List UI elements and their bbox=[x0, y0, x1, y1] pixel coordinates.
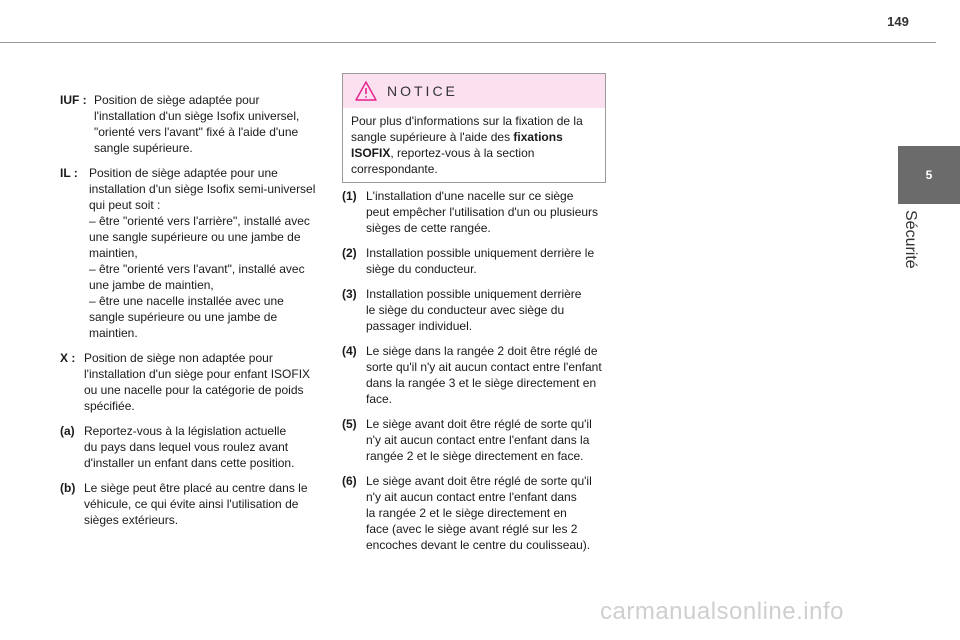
chapter-tab[interactable]: 5 bbox=[898, 146, 960, 204]
entry-iuf bbox=[60, 92, 325, 156]
line: la rangée 2 et le siège directement en bbox=[366, 506, 567, 520]
entry-desc bbox=[366, 245, 607, 277]
entry-desc bbox=[84, 423, 325, 471]
notice-box bbox=[342, 73, 606, 183]
line: siège du conducteur. bbox=[366, 262, 477, 276]
line: passager individuel. bbox=[366, 319, 473, 333]
entry-desc bbox=[84, 350, 325, 414]
notice-text-end: , reportez-vous à la section correspondante. bbox=[351, 146, 535, 176]
line: encoches devant le centre du coulisseau). bbox=[366, 538, 591, 552]
entry-desc bbox=[366, 343, 607, 407]
entry-key: (1) bbox=[342, 189, 357, 203]
entry-key: (2) bbox=[342, 246, 357, 260]
line: n'y ait aucun contact entre l'enfant dans la bbox=[366, 433, 590, 447]
chapter-title: Sécurité bbox=[902, 210, 919, 269]
line: Installation possible uniquement derrière bbox=[366, 287, 582, 301]
line: maintien, bbox=[89, 246, 138, 260]
entry-key: (3) bbox=[342, 287, 357, 301]
entry-il bbox=[60, 165, 325, 341]
warning-triangle-icon bbox=[355, 81, 377, 101]
entry-desc bbox=[94, 92, 325, 156]
line: sangle supérieure. bbox=[94, 141, 193, 155]
line: n'y ait aucun contact entre l'enfant dans bbox=[366, 490, 577, 504]
entry-1 bbox=[342, 188, 607, 236]
entry-x bbox=[60, 350, 325, 414]
entry-5 bbox=[342, 416, 607, 464]
entry-4 bbox=[342, 343, 607, 407]
line: spécifiée. bbox=[84, 399, 135, 413]
line: Le siège peut être placé au centre dans le bbox=[84, 481, 308, 495]
line: ou une nacelle pour la catégorie de poids bbox=[84, 383, 304, 397]
entry-2 bbox=[342, 245, 607, 277]
line: "orienté vers l'avant" fixé à l'aide d'une bbox=[94, 125, 299, 139]
entry-key: (4) bbox=[342, 344, 357, 358]
entry-a bbox=[60, 423, 325, 471]
line: – être une nacelle installée avec une bbox=[89, 294, 284, 308]
entry-key: IUF : bbox=[60, 93, 87, 107]
notice-title: NOTICE bbox=[387, 83, 458, 99]
line: l'installation d'un siège Isofix universel, bbox=[94, 109, 300, 123]
line: Position de siège adaptée pour bbox=[94, 93, 260, 107]
line: Le siège dans la rangée 2 doit être réglé de bbox=[366, 344, 598, 358]
entry-key: (5) bbox=[342, 417, 357, 431]
line: l'installation d'un siège pour enfant ISOFIX bbox=[84, 367, 311, 381]
line: sièges extérieurs. bbox=[84, 513, 179, 527]
line: Le siège avant doit être réglé de sorte qu'il bbox=[366, 474, 592, 488]
entry-key: X : bbox=[60, 351, 76, 365]
entry-key: (a) bbox=[60, 424, 75, 438]
line: Reportez-vous à la législation actuelle bbox=[84, 424, 287, 438]
line: d'installer un enfant dans cette position. bbox=[84, 456, 295, 470]
line: Position de siège non adaptée pour bbox=[84, 351, 273, 365]
line: le siège du conducteur avec siège du bbox=[366, 303, 565, 317]
entry-desc bbox=[366, 286, 607, 334]
entry-key: (6) bbox=[342, 474, 357, 488]
notice-text: Pour plus d'informations sur la fixation de la sangle supérieure à l'aide des bbox=[351, 114, 583, 144]
line: face. bbox=[366, 392, 393, 406]
notice-bold: fixations ISOFIX bbox=[351, 130, 563, 160]
entry-desc bbox=[366, 416, 607, 464]
line: – être "orienté vers l'arrière", installé avec bbox=[89, 214, 310, 228]
header-divider bbox=[0, 42, 936, 43]
line: face (avec le siège avant réglé sur les 2 bbox=[366, 522, 578, 536]
line: Le siège avant doit être réglé de sorte qu'il bbox=[366, 417, 592, 431]
line: L'installation d'une nacelle sur ce siège bbox=[366, 189, 574, 203]
notice-header bbox=[343, 74, 605, 108]
entry-3 bbox=[342, 286, 607, 334]
line: maintien. bbox=[89, 326, 138, 340]
entry-6 bbox=[342, 473, 607, 553]
line: Position de siège adaptée pour une bbox=[89, 166, 278, 180]
line: une jambe de maintien, bbox=[89, 278, 214, 292]
entry-desc bbox=[89, 165, 325, 341]
left-column bbox=[60, 92, 325, 537]
line: une sangle supérieure ou une jambe de bbox=[89, 230, 301, 244]
notice-body bbox=[343, 108, 605, 177]
line: rangée 2 et le siège directement en face. bbox=[366, 449, 584, 463]
entry-key: IL : bbox=[60, 166, 78, 180]
line: installation d'un siège Isofix semi-universel bbox=[89, 182, 316, 196]
entry-b bbox=[60, 480, 325, 528]
line: sièges de cette rangée. bbox=[366, 221, 491, 235]
page-number: 149 bbox=[887, 14, 909, 29]
watermark: carmanualsonline.info bbox=[600, 598, 844, 625]
entry-desc bbox=[366, 188, 607, 236]
line: – être "orienté vers l'avant", installé avec bbox=[89, 262, 305, 276]
entry-desc bbox=[84, 480, 325, 528]
line: véhicule, ce qui évite ainsi l'utilisation de bbox=[84, 497, 299, 511]
entry-desc bbox=[366, 473, 607, 553]
right-column bbox=[342, 188, 607, 562]
line: sorte qu'il n'y ait aucun contact entre l'enfant bbox=[366, 360, 602, 374]
line: dans la rangée 3 et le siège directement en bbox=[366, 376, 597, 390]
line: du pays dans lequel vous roulez avant bbox=[84, 440, 289, 454]
line: peut empêcher l'utilisation d'un ou plusieurs bbox=[366, 205, 599, 219]
line: sangle supérieure ou une jambe de bbox=[89, 310, 278, 324]
line: Installation possible uniquement derrière le bbox=[366, 246, 595, 260]
line: qui peut soit : bbox=[89, 198, 161, 212]
entry-key: (b) bbox=[60, 481, 76, 495]
